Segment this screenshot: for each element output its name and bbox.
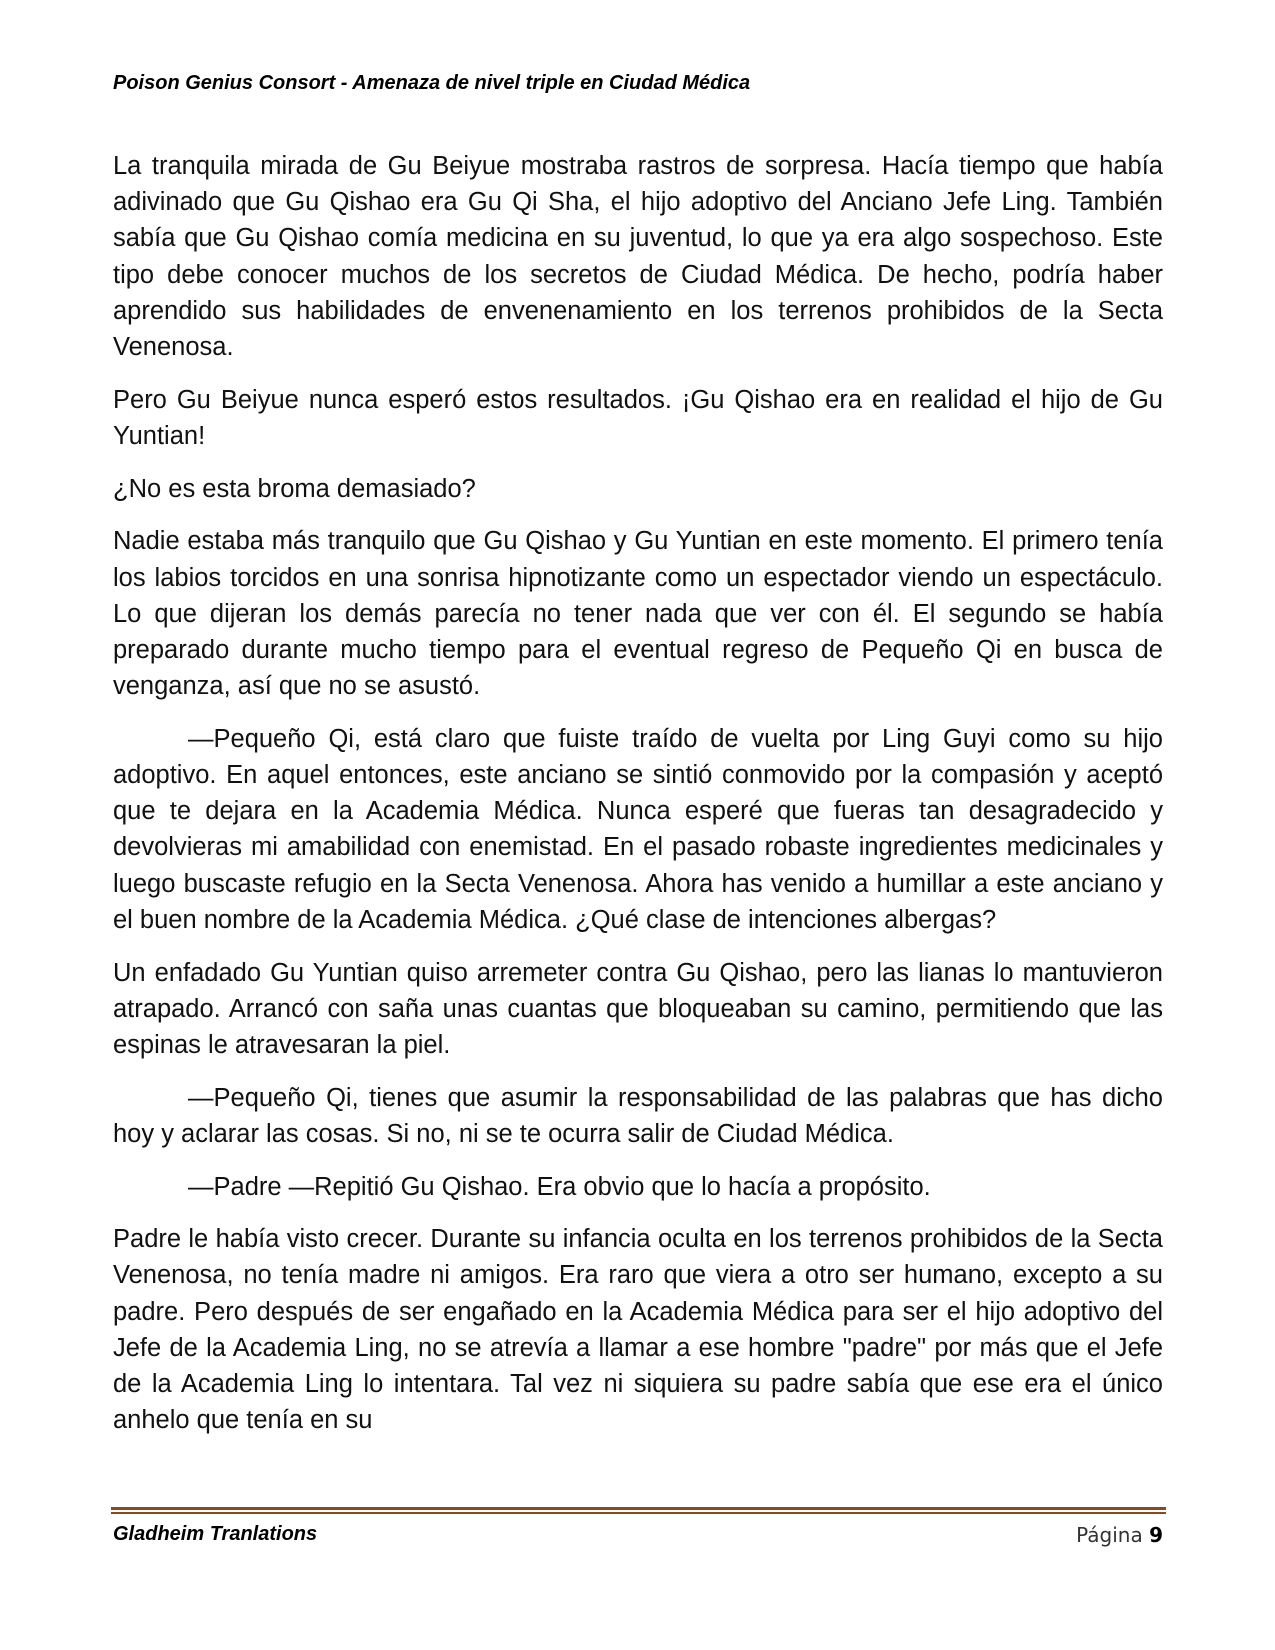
page-number-label [1076,1523,1163,1547]
paragraph: Nadie estaba más tranquilo que Gu Qishao y Gu Yuntian en este momento. El primero tenía los labios torcidos en una sonrisa hipnotizante como un espectador viendo un espectáculo. Lo que dijeran los demás parecía no tener nada que ver con él. El segundo se había preparado durante mucho tiempo para el eventual regreso de Pequeño Qi en busca de venganza, así que no se asustó. [113,527,1163,701]
dialogue-paragraph: —Padre —Repitió Gu Qishao. Era obvio que lo hacía a propósito. [188,1172,931,1201]
running-header: Poison Genius Consort - Amenaza de nivel triple en Ciudad Médica [113,72,751,94]
footer-publisher: Gladheim Tranlations [113,1523,318,1545]
dialogue-paragraph: —Pequeño Qi, está claro que fuiste traído de vuelta por Ling Guyi como su hijo adoptivo. En aquel entonces, este anciano se sintió conmovido por la compasión y aceptó que te dejara en la Academia Médica. Nunca esperé que fueras tan desagradecido y devolvieras mi amabilidad con enemistad. En el pasado robaste ingredientes medicinales y luego buscaste refugio en la Secta Venenosa. Ahora has venido a humillar a este anciano y el buen nombre de la Academia Médica. ¿Qué clase de intenciones albergas? [113,724,1163,934]
paragraph: La tranquila mirada de Gu Beiyue mostraba rastros de sorpresa. Hacía tiempo que había adivinado que Gu Qishao era Gu Qi Sha, el hijo adoptivo del Anciano Jefe Ling. También sabía que Gu Qishao comía medicina en su juventud, lo que ya era algo sospechoso. Este tipo debe conocer muchos de los secretos de Ciudad Médica. De hecho, podría haber aprendido sus habilidades de envenenamiento en los terrenos prohibidos de la Secta Venenosa. [113,152,1163,362]
dialogue-paragraph: —Pequeño Qi, tienes que asumir la responsabilidad de las palabras que has dicho hoy y aclarar las cosas. Si no, ni se te ocurra salir de Ciudad Médica. [113,1083,1163,1148]
page-label: Página [1076,1523,1143,1547]
paragraph: Padre le había visto crecer. Durante su infancia oculta en los terrenos prohibidos de la Secta Venenosa, no tenía madre ni amigos. Era raro que viera a otro ser humano, excepto a su padre. Pero después de ser engañado en la Academia Médica para ser el hijo adoptivo del Jefe de la Academia Ling, no se atrevía a llamar a ese hombre "padre" por más que el Jefe de la Academia Ling lo intentara. Tal vez ni siquiera su padre sabía que ese era el único anhelo que tenía en su [113,1225,1163,1435]
body-text [113,148,1163,1455]
footer-divider [111,1507,1166,1514]
page-number: 9 [1149,1523,1163,1547]
paragraph: Un enfadado Gu Yuntian quiso arremeter contra Gu Qishao, pero las lianas lo mantuvieron atrapado. Arrancó con saña unas cuantas que bloqueaban su camino, permitiendo que las espinas le atravesaran la piel. [113,958,1163,1059]
paragraph: ¿No es esta broma demasiado? [113,474,476,503]
paragraph: Pero Gu Beiyue nunca esperó estos resultados. ¡Gu Qishao era en realidad el hijo de Gu Yuntian! [113,385,1163,450]
